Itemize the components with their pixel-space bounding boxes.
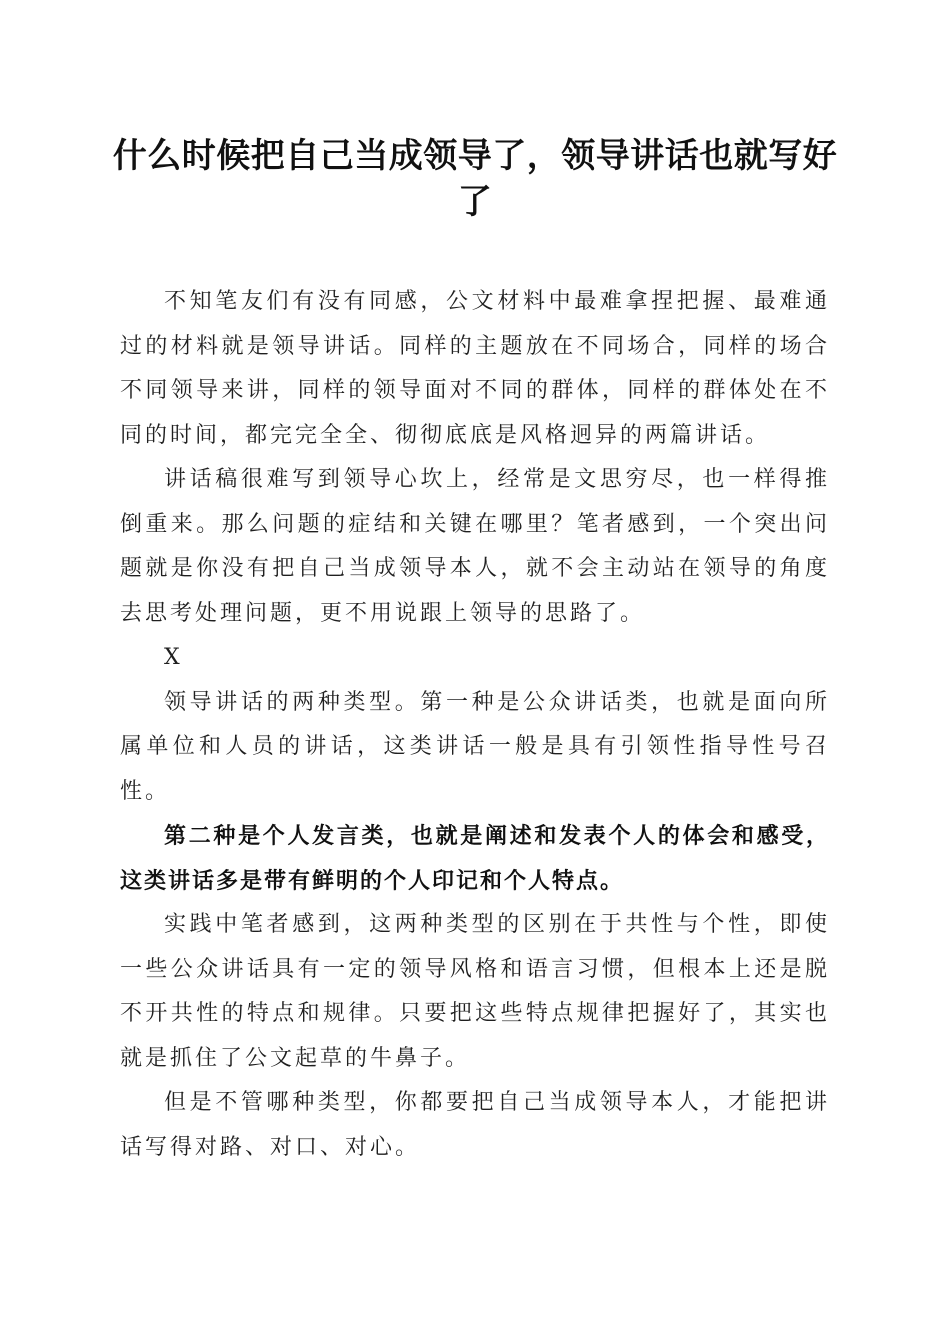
paragraph-type-two: 第二种是个人发言类，也就是阐述和发表个人的体会和感受，这类讲话多是带有鲜明的个人印记和个人特点。 bbox=[120, 823, 830, 894]
paragraph-intro: 不知笔友们有没有同感，公文材料中最难拿捏把握、最难通过的材料就是领导讲话。同样的主题放在不同场合，同样的场合不同领导来讲，同样的领导面对不同的群体，同样的群体处在不同的时间，都完完全全、彻彻底底是风格迥异的两篇讲话。 bbox=[120, 289, 830, 448]
paragraph-type-one: 领导讲话的两种类型。第一种是公众讲话类，也就是面向所属单位和人员的讲话，这类讲话一般是具有引领性指导性号召性。 bbox=[120, 689, 830, 804]
document-body bbox=[120, 280, 830, 1170]
document-title: 什么时候把自己当成领导了，领导讲话也就写好了 bbox=[112, 136, 838, 222]
paragraph-practice: 实践中笔者感到，这两种类型的区别在于共性与个性，即使一些公众讲话具有一定的领导风格和语言习惯，但根本上还是脱不开共性的特点和规律。只要把这些特点规律把握好了，其实也就是抓住了公文起草的牛鼻子。 bbox=[120, 912, 830, 1071]
paragraph-problem: 讲话稿很难写到领导心坎上，经常是文思穷尽，也一样得推倒重来。那么问题的症结和关键在哪里？笔者感到，一个突出问题就是你没有把自己当成领导本人，就不会主动站在领导的角度去思考处理问题，更不用说跟上领导的思路了。 bbox=[120, 467, 830, 626]
section-marker: X bbox=[164, 645, 180, 670]
paragraph-conclusion: 但是不管哪种类型，你都要把自己当成领导本人，才能把讲话写得对路、对口、对心。 bbox=[120, 1090, 830, 1160]
